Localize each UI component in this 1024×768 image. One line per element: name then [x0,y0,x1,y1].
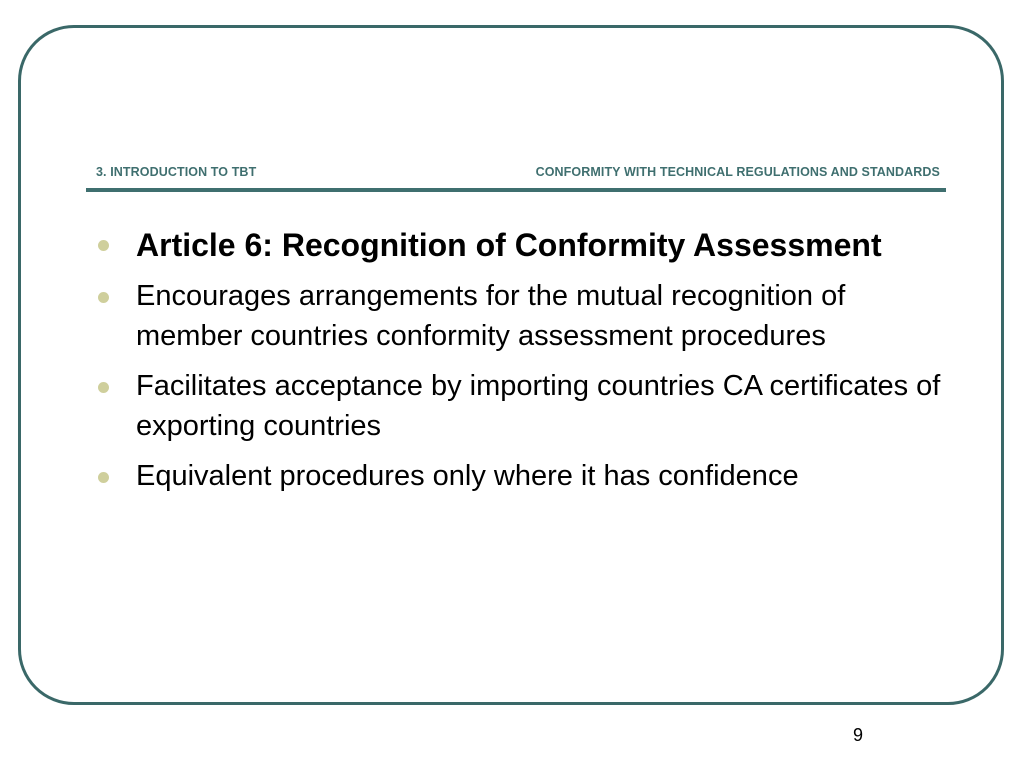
bullet-item [96,366,946,446]
bullet-text: Article 6: Recognition of Conformity Assessment [136,227,882,263]
section-title: 3. INTRODUCTION TO TBT [96,165,257,179]
bullet-dot-icon [98,240,109,251]
bullet-item [96,456,946,496]
header-divider [86,188,946,192]
bullet-dot-icon [98,472,109,483]
bullet-text: Equivalent procedures only where it has confidence [136,460,799,492]
topic-title: CONFORMITY WITH TECHNICAL REGULATIONS AND STANDARDS [535,165,940,179]
bullet-dot-icon [98,292,109,303]
bullet-list [96,222,946,506]
bullet-item [96,276,946,356]
bullet-text: Encourages arrangements for the mutual recognition of member countries conformity assessment procedures [136,280,846,352]
page-number: 9 [852,725,863,745]
slide-header [96,165,940,183]
bullet-item-heading [96,222,946,268]
bullet-text: Facilitates acceptance by importing countries CA certificates of exporting countries [136,370,941,442]
bullet-dot-icon [98,382,109,393]
